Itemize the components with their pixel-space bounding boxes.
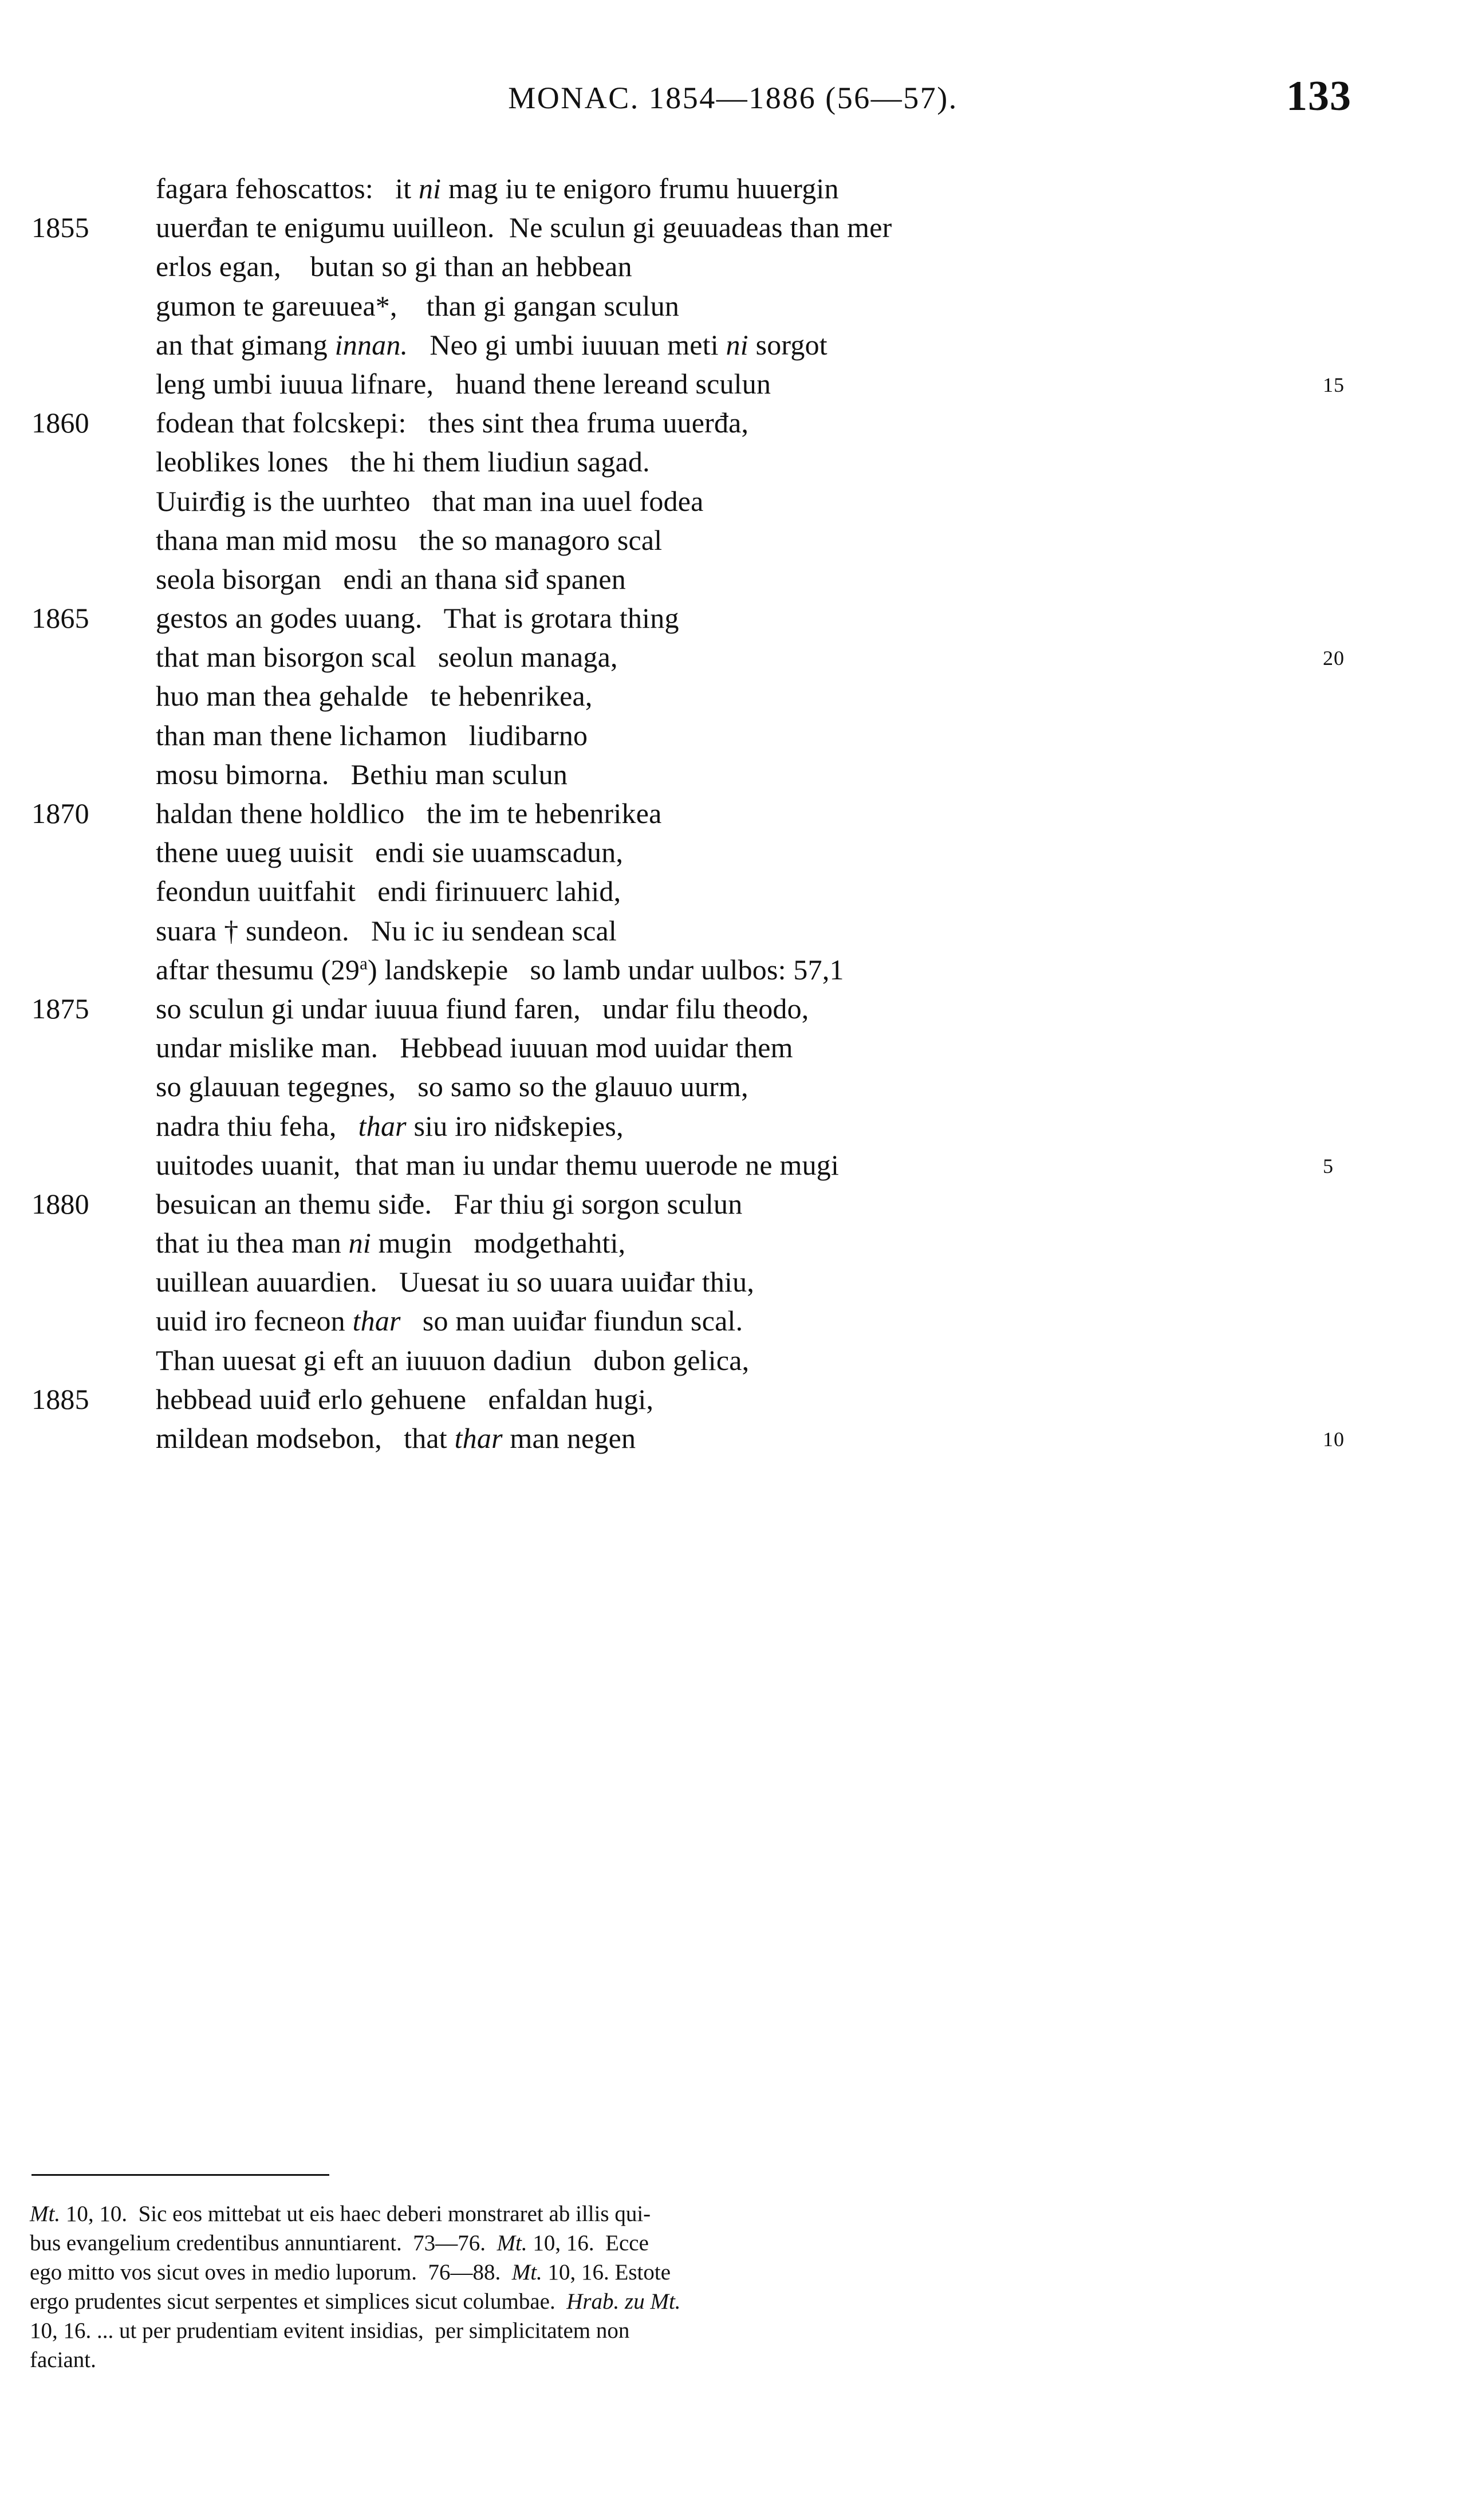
verse-line — [0, 485, 1466, 523]
verse-number: 1875 — [31, 992, 89, 1025]
verse-text: Than uuesat gi eft an iuuuon dadiun dubon gelica, — [156, 1344, 750, 1376]
verse-text: huo man thea gehalde te hebenrikea, — [156, 680, 593, 712]
verse-block — [0, 172, 1466, 1460]
verse-line — [0, 953, 1466, 992]
verse-line — [0, 211, 1466, 250]
verse-line — [0, 758, 1466, 797]
verse-text: uuid iro fecneon thar so man uuiđar fiundun scal. — [156, 1305, 743, 1337]
verse-line — [0, 406, 1466, 445]
verse-text: fagara fehoscattos: it ni mag iu te enigoro frumu huuergin — [156, 172, 839, 204]
verse-text: that iu thea man ni mugin modgethahti, — [156, 1227, 626, 1259]
verse-line — [0, 992, 1466, 1031]
verse-line — [0, 601, 1466, 640]
verse-line — [0, 640, 1466, 679]
verse-line — [0, 289, 1466, 328]
margin-line-number: 20 — [1323, 647, 1345, 670]
verse-line — [0, 1187, 1466, 1226]
verse-text: haldan thene holdlico the im te hebenrikea — [156, 797, 662, 829]
verse-line — [0, 172, 1466, 211]
footnote-line: ego mitto vos sicut oves in medio luporum. 76—88. Mt. 10, 16. Estote — [30, 2260, 671, 2285]
verse-line — [0, 1344, 1466, 1383]
verse-line — [0, 1226, 1466, 1265]
verse-text: nadra thiu feha, thar siu iro niđskepies, — [156, 1109, 624, 1142]
verse-line — [0, 1383, 1466, 1422]
verse-text: Uuirđig is the uurhteo that man ina uuel fodea — [156, 485, 704, 517]
running-head — [0, 73, 1466, 120]
verse-text: thene uueg uuisit endi sie uuamscadun, — [156, 836, 624, 869]
verse-line — [0, 328, 1466, 367]
verse-text: besuican an themu siđe. Far thiu gi sorgon sculun — [156, 1187, 743, 1220]
verse-line — [0, 875, 1466, 914]
margin-line-number: 5 — [1323, 1154, 1334, 1178]
verse-text: so sculun gi undar iuuua fiund faren, undar filu theodo, — [156, 992, 809, 1025]
verse-text: suara † sundeon. Nu ic iu sendean scal — [156, 914, 617, 947]
verse-line — [0, 523, 1466, 562]
verse-line — [0, 1148, 1466, 1187]
running-head-title: MONAC. 1854—1886 (56—57). — [508, 81, 958, 115]
verse-line — [0, 1031, 1466, 1070]
verse-number: 1855 — [31, 211, 89, 244]
verse-text: that man bisorgon scal seolun managa, — [156, 641, 618, 674]
verse-line — [0, 914, 1466, 953]
verse-text: uuillean auuardien. Uuesat iu so uuara uuiđar thiu, — [156, 1266, 755, 1298]
verse-line — [0, 445, 1466, 484]
verse-line — [0, 719, 1466, 758]
footnote-apparatus — [30, 2199, 1409, 2375]
verse-line — [0, 562, 1466, 601]
footnote-line: ergo prudentes sicut serpentes et simplices sicut columbae. Hrab. zu Mt. — [30, 2289, 681, 2314]
footnote-rule — [31, 2174, 329, 2176]
verse-number: 1880 — [31, 1187, 89, 1220]
verse-number: 1860 — [31, 407, 89, 439]
verse-text: uuitodes uuanit, that man iu undar themu uuerode ne mugi — [156, 1148, 840, 1181]
verse-line — [0, 679, 1466, 718]
footnote-line: Mt. 10, 10. Sic eos mittebat ut eis haec deberi monstraret ab illis qui- — [30, 2202, 651, 2226]
verse-text: seola bisorgan endi an thana siđ spanen — [156, 562, 626, 595]
footnote-line: bus evangelium credentibus annuntiarent. 73—76. Mt. 10, 16. Ecce — [30, 2231, 649, 2255]
verse-text: undar mislike man. Hebbead iuuuan mod uuidar them — [156, 1031, 793, 1064]
verse-text: leng umbi iuuua lifnare, huand thene lereand sculun — [156, 367, 771, 400]
verse-number: 1885 — [31, 1383, 89, 1415]
verse-text: an that gimang innan. Neo gi umbi iuuuan meti ni sorgot — [156, 328, 827, 361]
verse-text: aftar thesumu (29$^a$) landskepie so lamb undar uulbos: 57,1 — [156, 953, 844, 986]
verse-text: mildean modsebon, that thar man negen — [156, 1422, 636, 1454]
verse-text: than man thene lichamon liudibarno — [156, 719, 588, 751]
margin-line-number: 15 — [1323, 373, 1345, 396]
verse-line — [0, 1109, 1466, 1148]
margin-line-number: 10 — [1323, 1428, 1345, 1451]
verse-line — [0, 1304, 1466, 1343]
verse-text: erlos egan, butan so gi than an hebbean — [156, 250, 632, 283]
verse-line — [0, 1070, 1466, 1109]
verse-line — [0, 1265, 1466, 1304]
verse-text: thana man mid mosu the so managoro scal — [156, 523, 663, 556]
verse-line — [0, 1422, 1466, 1460]
verse-text: so glauuan tegegnes, so samo so the glauuo uurm, — [156, 1070, 748, 1103]
verse-line — [0, 797, 1466, 836]
verse-number: 1865 — [31, 602, 89, 635]
verse-text: leoblikes lones the hi them liudiun sagad. — [156, 446, 650, 478]
verse-text: gumon te gareuuea*, than gi gangan sculun — [156, 289, 680, 322]
page-number: 133 — [1286, 73, 1351, 120]
verse-text: mosu bimorna. Bethiu man sculun — [156, 758, 568, 790]
verse-text: fodean that folcskepi: thes sint thea fruma uuerđa, — [156, 407, 749, 439]
verse-text: hebbead uuiđ erlo gehuene enfaldan hugi, — [156, 1383, 654, 1415]
verse-line — [0, 836, 1466, 875]
verse-number: 1870 — [31, 797, 89, 829]
verse-text: uuerđan te enigumu uuilleon. Ne sculun gi geuuadeas than mer — [156, 211, 892, 244]
verse-line — [0, 367, 1466, 406]
footnote-line: 10, 16. ... ut per prudentiam evitent insidias, per simplicitatem non — [30, 2318, 630, 2343]
verse-text: feondun uuitfahit endi firinuuerc lahid, — [156, 875, 621, 908]
footnote-line: faciant. — [30, 2348, 96, 2372]
verse-line — [0, 250, 1466, 289]
verse-text: gestos an godes uuang. That is grotara thing — [156, 602, 679, 635]
